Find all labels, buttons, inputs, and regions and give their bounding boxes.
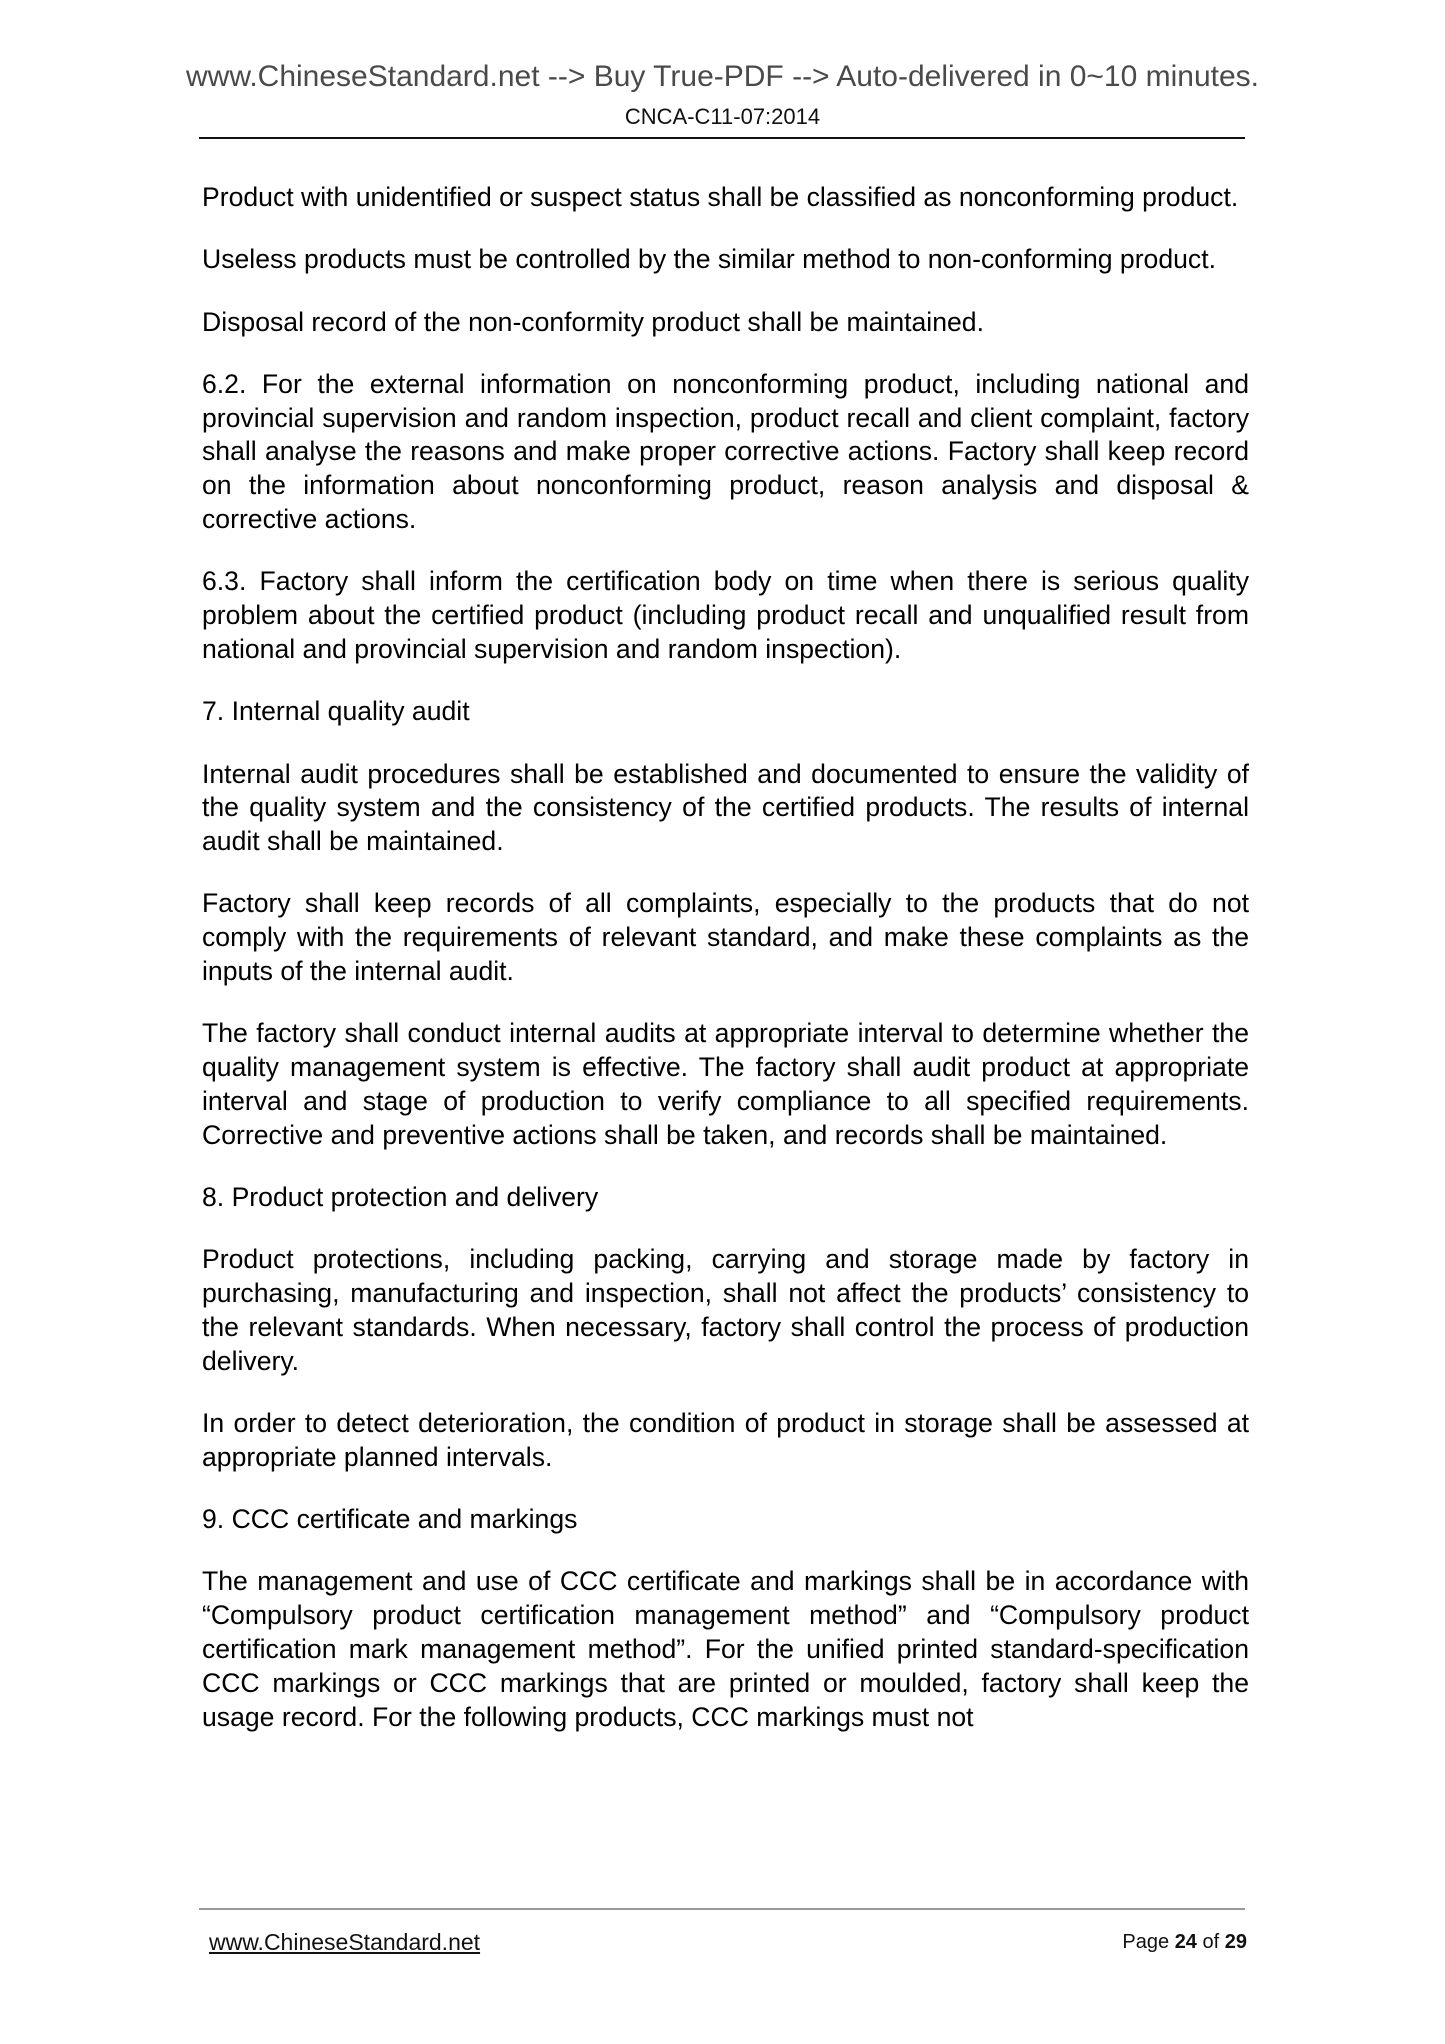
page-total: 29	[1224, 1931, 1247, 1953]
document-body	[202, 181, 1249, 1763]
paragraph: 6.2. For the external information on nonconforming product, including national and provincial supervision and random inspection, product recall and client complaint, factory shall analyse the reasons and make proper corrective actions. Factory shall keep record on the information about nonconforming product, reason analysis and disposal & corrective actions.	[202, 368, 1249, 535]
paragraph: Disposal record of the non-conformity product shall be maintained.	[202, 306, 984, 337]
document-id: CNCA-C11-07:2014	[624, 104, 821, 129]
page-current: 24	[1174, 1931, 1197, 1953]
paragraph: 6.3. Factory shall inform the certification body on time when there is serious quality problem about the certified product (including product recall and unqualified result from national and provincial supervision and random inspection).	[202, 566, 1249, 664]
paragraph: Product with unidentified or suspect status shall be classified as nonconforming product.	[202, 182, 1239, 212]
page-number	[1122, 1931, 1247, 1954]
paragraph: Product protections, including packing, carrying and storage made by factory in purchasing, manufacturing and inspection, shall not affect the products’ consistency to the relevant standards. When necessary, factory shall control the process of production delivery.	[202, 1244, 1249, 1376]
footer-divider	[199, 1908, 1245, 1910]
paragraph: In order to detect deterioration, the condition of product in storage shall be assessed at appropriate planned intervals.	[202, 1408, 1249, 1472]
paragraph: The factory shall conduct internal audits at appropriate interval to determine whether the quality management system is effective. The factory shall audit product at appropriate interval and stage of production to verify compliance to all specified requirements. Corrective and preventive actions shall be taken, and records shall be maintained.	[202, 1018, 1249, 1150]
header-divider	[199, 137, 1245, 139]
header-banner: www.ChineseStandard.net --> Buy True-PDF --> Auto-delivered in 0~10 minutes.	[185, 60, 1260, 93]
section-heading: 9. CCC certificate and markings	[202, 1504, 578, 1535]
section-heading: 7. Internal quality audit	[202, 696, 470, 727]
section-heading: 8. Product protection and delivery	[202, 1182, 599, 1213]
paragraph: Internal audit procedures shall be established and documented to ensure the validity of the quality system and the consistency of the certified products. The results of internal audit shall be maintained.	[202, 758, 1249, 857]
paragraph: Factory shall keep records of all complaints, especially to the products that do not comply with the requirements of relevant standard, and make these complaints as the inputs of the internal audit.	[202, 888, 1249, 987]
page-prefix: Page	[1122, 1931, 1170, 1953]
paragraph: Useless products must be controlled by the similar method to non-conforming product.	[202, 244, 1217, 275]
footer-website-link[interactable]: www.ChineseStandard.net	[209, 1929, 481, 1955]
page-of: of	[1202, 1931, 1220, 1953]
paragraph: The management and use of CCC certificate and markings shall be in accordance with “Compulsory product certification management method” and “Compulsory product certification mark management method”. For the unified printed standard-specification CCC markings or CCC markings that are printed or moulded, factory shall keep the usage record. For the following products, CCC markings must not	[202, 1566, 1249, 1732]
